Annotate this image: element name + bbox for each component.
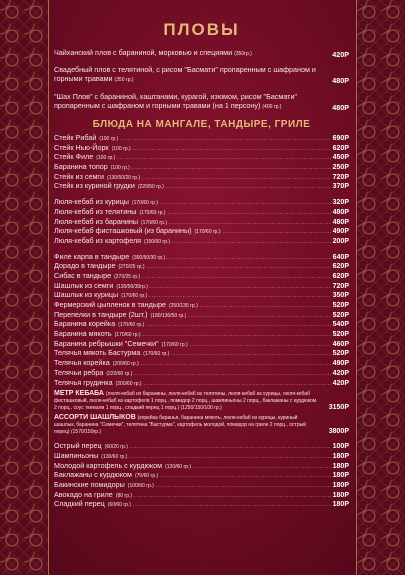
item-price: 420Р — [332, 50, 349, 59]
menu-item — [54, 290, 349, 300]
item-weight: (60/60 гр.) — [107, 502, 131, 509]
item-weight: (130/50/30гр.) — [116, 283, 148, 290]
ornament-border-left — [0, 0, 49, 575]
dot-leader — [169, 219, 331, 229]
item-price: 180Р — [332, 491, 349, 499]
section-title-plov: ПЛОВЫ — [163, 20, 240, 39]
item-price: 480Р — [332, 218, 349, 226]
dot-leader — [188, 312, 330, 322]
item-name: Стейк из куриной грудки — [54, 181, 135, 191]
item-name: Баранина корейка — [54, 319, 116, 329]
dot-leader — [146, 321, 330, 331]
dot-leader — [193, 463, 331, 473]
menu-item — [54, 480, 349, 490]
item-name: Телячья корейка — [54, 358, 110, 368]
dot-leader — [133, 501, 331, 511]
item-weight: (220/50 гр.) — [137, 184, 164, 191]
item-price: 490Р — [332, 360, 349, 368]
item-price: 620Р — [332, 272, 349, 280]
item-name: Баранина мякоть — [54, 329, 112, 339]
item-weight: (100 гр.) — [111, 145, 131, 152]
dot-leader — [190, 341, 331, 351]
item-price: 180Р — [332, 452, 349, 460]
item-weight: (300/50/30 гр.) — [132, 254, 166, 261]
menu-item — [54, 378, 349, 388]
item-name: Молодой картофель с курдюком — [54, 460, 163, 470]
menu-item — [54, 281, 349, 291]
menu-item — [54, 252, 349, 262]
item-weight: (120/60 гр.) — [165, 463, 192, 470]
menu-item — [54, 261, 349, 271]
item-name: Филе карпа в тандыре — [54, 251, 130, 261]
item-price: 640Р — [332, 253, 349, 261]
item-weight: (170/60 гр.) — [114, 332, 141, 339]
item-weight: (170/60 гр.) — [143, 351, 170, 358]
item-price: 490Р — [332, 228, 349, 236]
item-weight: (100 гр.) — [110, 165, 130, 172]
item-name: Сибас в тандыре — [54, 270, 112, 280]
menu-item — [54, 197, 349, 207]
combo-title: МЕТР КЕБАБА — [54, 390, 104, 398]
menu-item — [54, 358, 349, 368]
menu-item — [54, 339, 349, 349]
item-price: 420Р — [332, 369, 349, 377]
item-name: Шампиньоны — [54, 450, 99, 460]
menu-item — [54, 441, 349, 451]
item-name: Баранина ребрышки "Семечки" — [54, 338, 159, 348]
item-weight: (170/60 гр.) — [139, 209, 166, 216]
dot-leader — [141, 360, 331, 370]
dot-leader — [134, 370, 330, 380]
menu-item — [54, 461, 349, 471]
dot-leader — [117, 154, 330, 164]
item-name: Телячья грудинка — [54, 377, 113, 387]
item-weight: (170/60 гр.) — [161, 341, 188, 348]
item-name: Люля-кебаб из баранины — [54, 216, 139, 226]
item-name: Баклажаны с курдюком — [54, 470, 132, 480]
item-price: 180Р — [332, 481, 349, 489]
grill-group-steaks — [54, 133, 349, 191]
item-price: 420Р — [332, 379, 349, 387]
item-price: 180Р — [332, 462, 349, 470]
item-weight: (180/130/50 гр.) — [150, 312, 187, 319]
item-weight: (170/60 гр.) — [141, 219, 168, 226]
item-name: Авокадо на гриле — [54, 489, 113, 499]
dot-leader — [142, 273, 331, 283]
menu-item — [54, 172, 349, 182]
item-name: Фермерский цыпленок в тандыре — [54, 300, 166, 310]
item-weight: (170/60 гр.) — [131, 200, 158, 207]
item-price: 520Р — [332, 350, 349, 358]
item-price: 460Р — [332, 340, 349, 348]
dot-leader — [144, 380, 331, 390]
item-price: 180Р — [332, 472, 349, 480]
item-weight: (270/25 гр.) — [118, 264, 145, 271]
item-name: Стейк Рибай — [54, 133, 97, 143]
item-price: 480Р — [332, 208, 349, 216]
dot-leader — [133, 145, 331, 155]
item-name: Телячья мякоть Бастурма — [54, 348, 141, 358]
menu-item — [54, 133, 349, 143]
menu-item — [54, 470, 349, 480]
item-weight: (150/60 гр.) — [144, 238, 171, 245]
item-weight: (60/20 гр.) — [104, 444, 128, 451]
item-name: Бакинские помидоры — [54, 479, 125, 489]
menu-item — [54, 310, 349, 320]
dot-leader — [167, 254, 330, 264]
item-weight: (270/25 гр.) — [114, 273, 141, 280]
item-name: Баранина топор — [54, 162, 108, 172]
item-weight: (100/60 гр.) — [127, 482, 154, 489]
menu-item — [54, 143, 349, 153]
item-weight: (100 гр.) — [96, 155, 116, 162]
combo-description: (люля-кебаб из баранины, люля-кебаб из телятины, люля-кебаб из курицы, люля-кебаб фисташковый, люля-кебаб из картофеля 1 порц., помидор 2 порц., шампиньоны 2 порц., баклажаны с курдюком 2 порц., соус ткемали 1 порц., сладкий перец 1 порц.) (1250/150/100 гр.) — [54, 391, 317, 412]
item-price: 200Р — [332, 237, 349, 245]
item-weight: (350гр.) — [234, 51, 252, 57]
item-weight: (170/60 гр.) — [194, 229, 221, 236]
dot-leader — [143, 331, 331, 341]
dot-leader — [156, 482, 331, 492]
dot-leader — [149, 292, 330, 302]
item-weight: (100 гр.) — [99, 136, 119, 143]
dot-leader — [167, 209, 330, 219]
menu-item — [54, 490, 349, 500]
item-weight: (200/60 гр.) — [115, 380, 142, 387]
item-weight: (170/60 гр.) — [118, 322, 145, 329]
dot-leader — [132, 164, 331, 174]
item-name: Чайханский плов с бараниной, морковью и специями — [54, 48, 233, 57]
dot-leader — [120, 135, 330, 145]
ornament-border-right — [356, 0, 405, 575]
item-name: Шашлык из курицы — [54, 290, 119, 300]
item-name: Шашлык из семги — [54, 280, 114, 290]
item-price: 450Р — [332, 154, 349, 162]
item-weight: (200/60 гр.) — [112, 361, 139, 368]
grill-group-tandyr — [54, 252, 349, 388]
combo-description: (корейка баранья, баранина мякоть, люля-кебаб из курицы, куриный шашлык, баранина "Семечки", телятина "Бастурма", картофель молодой, помидор на гриле 2 порц., острый перец) (1570/150гр.) — [54, 415, 307, 436]
dot-leader — [172, 238, 331, 248]
item-weight: (400 гр.) — [262, 103, 282, 110]
item-price: 350Р — [332, 292, 349, 300]
item-price: 520Р — [332, 311, 349, 319]
menu-item — [54, 226, 349, 236]
item-name: Стейк из семги — [54, 171, 105, 181]
combo-price: 3150Р — [328, 404, 349, 412]
item-name: Люля-кебаб фисташковый (из баранины) — [54, 226, 192, 236]
item-price: 520Р — [332, 331, 349, 339]
menu-content — [54, 0, 349, 575]
item-name: "Шах Плов" с бараниной, каштанами, курагой, изюмом, рисом "Басмати" пропаренным с шафраном и горными травами (на 1 персону) — [54, 91, 298, 110]
item-name: Люля-кебаб из курицы — [54, 197, 129, 207]
menu-item — [54, 236, 349, 246]
item-price: 620Р — [332, 144, 349, 152]
item-price: 320Р — [332, 199, 349, 207]
plov-list — [54, 48, 349, 112]
dot-leader — [223, 228, 331, 238]
plov-item — [54, 92, 349, 112]
combo-item — [54, 414, 349, 435]
item-price: 100Р — [332, 443, 349, 451]
menu-item — [54, 329, 349, 339]
dot-leader — [130, 443, 331, 453]
menu-item — [54, 181, 349, 191]
item-price: 690Р — [332, 135, 349, 143]
item-weight: (250/135 гр.) — [168, 303, 198, 310]
menu-item — [54, 499, 349, 509]
item-name: Перепелки в тандыре (2шт.) — [54, 309, 148, 319]
item-name: Свадебный плов с телятиной, с рисом "Басмати" пропаренным с шафраном и горными травами — [54, 65, 316, 84]
item-name: Люля-кебаб из телятины — [54, 206, 137, 216]
item-name: Стейк Нью-Йорк — [54, 142, 109, 152]
item-weight: (220/60 гр.) — [106, 370, 133, 377]
dot-leader — [142, 174, 331, 184]
item-price: 480Р — [332, 76, 349, 86]
item-price: 720Р — [332, 282, 349, 290]
combo-list — [54, 390, 349, 435]
item-name: Стейк Филе — [54, 152, 94, 162]
item-weight: (80 гр.) — [115, 492, 133, 499]
item-name: Острый перец — [54, 441, 102, 451]
item-price: 520Р — [332, 302, 349, 310]
menu-item — [54, 217, 349, 227]
item-price: 620Р — [332, 263, 349, 271]
combo-price: 3800Р — [328, 428, 349, 436]
menu-item — [54, 271, 349, 281]
grill-group-vegetables — [54, 441, 349, 509]
dot-leader — [147, 263, 331, 273]
dot-leader — [200, 302, 331, 312]
plov-item — [54, 65, 349, 85]
item-price: 720Р — [332, 173, 349, 181]
item-weight: (170/60 гр.) — [121, 293, 148, 300]
item-name: Телячьи ребра — [54, 367, 104, 377]
item-price: 250Р — [332, 164, 349, 172]
menu-item — [54, 368, 349, 378]
item-name: Люля-кебаб из картофеля — [54, 235, 142, 245]
item-price: 370Р — [332, 183, 349, 191]
combo-item — [54, 390, 349, 411]
menu-item — [54, 162, 349, 172]
combo-title: АССОРТИ ШАШЛЫКОВ — [54, 414, 136, 422]
item-weight: (130/50/20 гр.) — [107, 174, 141, 181]
item-price: 480Р — [332, 102, 349, 112]
dot-leader — [150, 283, 331, 293]
menu-item — [54, 152, 349, 162]
dot-leader — [160, 199, 331, 209]
menu-item — [54, 300, 349, 310]
menu-item — [54, 319, 349, 329]
menu-item — [54, 451, 349, 461]
grill-group-lyulya — [54, 197, 349, 245]
menu-item — [54, 348, 349, 358]
item-price: 540Р — [332, 321, 349, 329]
dot-leader — [171, 350, 330, 360]
plov-item — [54, 48, 349, 59]
menu-item — [54, 207, 349, 217]
item-name: Дорадо в тандыре — [54, 261, 116, 271]
dot-leader — [166, 183, 331, 193]
dot-leader — [160, 472, 330, 482]
item-weight: (70/60 гр.) — [134, 473, 159, 480]
section-title-grill: БЛЮДА НА МАНГАЛЕ, ТАНДЫРЕ, ГРИЛЕ — [92, 119, 311, 131]
item-weight: (350 гр.) — [114, 77, 134, 84]
dot-leader — [134, 492, 331, 502]
item-name: Сладкий перец — [54, 499, 105, 509]
item-weight: (130/60 гр.) — [101, 453, 128, 460]
item-price: 180Р — [332, 501, 349, 509]
